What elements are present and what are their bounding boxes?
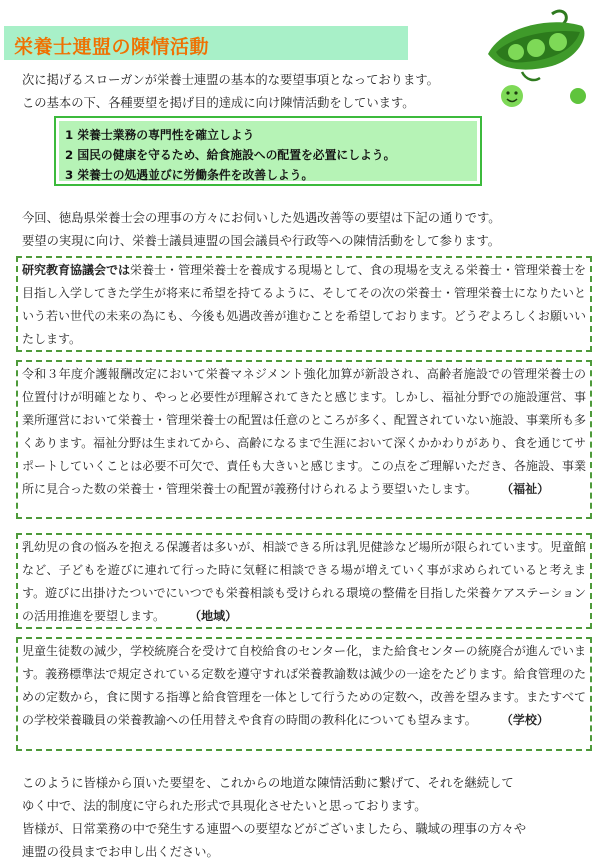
request-box-school <box>16 637 592 751</box>
lead-line: 要望の実現に向け、栄養士議員連盟の国会議員や行政等への陳情活動をして参ります。 <box>22 234 501 248</box>
slogan-box <box>54 116 482 186</box>
request-box-community <box>16 533 592 629</box>
request-box-welfare <box>16 360 592 519</box>
slogan-item: 2 国民の健康を守るため、給食施設への配置を必置にしよう。 <box>65 148 396 162</box>
request-tag: （地域） <box>195 609 238 623</box>
request-tag: （福祉） <box>507 482 550 496</box>
request-text: 児童生徒数の減少，学校統廃合を受けて自校給食のセンター化，また給食センターの統廃合が進んでいます。義務標準法で規定されている定数を遵守すれば栄養教諭数は減少の一途をたどります。給食管理のための定数から，食に関する指導と給食管理を一体として行うための定数へ，改善を望みます。またすべての学校栄養職員の栄養教諭への任用替えや食育の時間の教科化についても望みます。 <box>22 644 586 727</box>
request-text: 栄養士・管理栄養士を養成する現場として、食の現場を支える栄養士・管理栄養士を目指し入学してきた学生が将来に希望を持てるように、そしてその次の栄養士・管理栄養士になりたいという若い世代の未来の為にも、今後も処遇改善が進むことを希望しております。どうぞよろしくお願いいたします。 <box>22 263 587 346</box>
closing-line: 連盟の役員までお申し出ください。 <box>22 845 219 859</box>
request-tag: （学校） <box>506 713 549 727</box>
closing-line: 皆様が、日常業務の中で発生する連盟への要望などがございましたら、職域の理事の方々や <box>22 822 527 836</box>
intro-line: この基本の下、各種要望を掲げ目的達成に向け陳情活動をしています。 <box>22 96 415 110</box>
closing-line: このように皆様から頂いた要望を、これからの地道な陳情活動に繋げて、それを継続して <box>22 776 514 790</box>
intro-paragraph <box>22 69 439 115</box>
lead-line: 今回、徳島県栄養士会の理事の方々にお伺いした処遇改善等の要望は下記の通りです。 <box>22 211 501 225</box>
page-title: 栄養士連盟の陳情活動 <box>14 36 210 58</box>
request-box-research <box>16 256 592 352</box>
request-text: 令和３年度介護報酬改定において栄養マネジメント強化加算が新設され、高齢者施設での管理栄養士の位置付けが明確となり、やっと必要性が理解されてきたと感じます。しかし、福祉分野での施設運営、事業所運営において栄養士・管理栄養士の配置は任意のところが多く、配置されていない施設、事業所も多くあります。福祉分野は生まれてから、高齢になるまで生涯において深くかかわりがあり、食を通じてサポートしていくことは必要不可欠で、責任も大きいと感じます。この点をご理解いただき、各施設、事業所に見合った数の栄養士・管理栄養士の配置が義務付けられるよう要望いたします。 <box>22 367 586 496</box>
request-text: 乳幼児の食の悩みを抱える保護者は多いが、相談できる所は乳児健診など場所が限られています。児童館など、子どもを遊びに連れて行った時に気軽に相談できる場が増えていく事が求められていると考えます。遊びに出掛けたついでにいつでも栄養相談も受けられる環境の整備を目指した栄養ケアステーションの活用推進を要望します。 <box>22 540 586 623</box>
intro-line: 次に掲げるスローガンが栄養士連盟の基本的な要望事項となっております。 <box>22 73 439 87</box>
slogan-item: 3 栄養士の処遇並びに労働条件を改善しよう。 <box>65 168 314 182</box>
slogan-item: 1 栄養士業務の専門性を確立しよう <box>65 128 255 142</box>
request-label: 研究教育協議会では <box>22 263 131 277</box>
pea-pod-mascot-icon <box>482 6 594 112</box>
closing-line: ゆく中で、法的制度に守られた形式で具現化させたいと思っております。 <box>22 799 427 813</box>
closing-paragraph <box>22 772 582 864</box>
lead-paragraph <box>22 207 501 253</box>
